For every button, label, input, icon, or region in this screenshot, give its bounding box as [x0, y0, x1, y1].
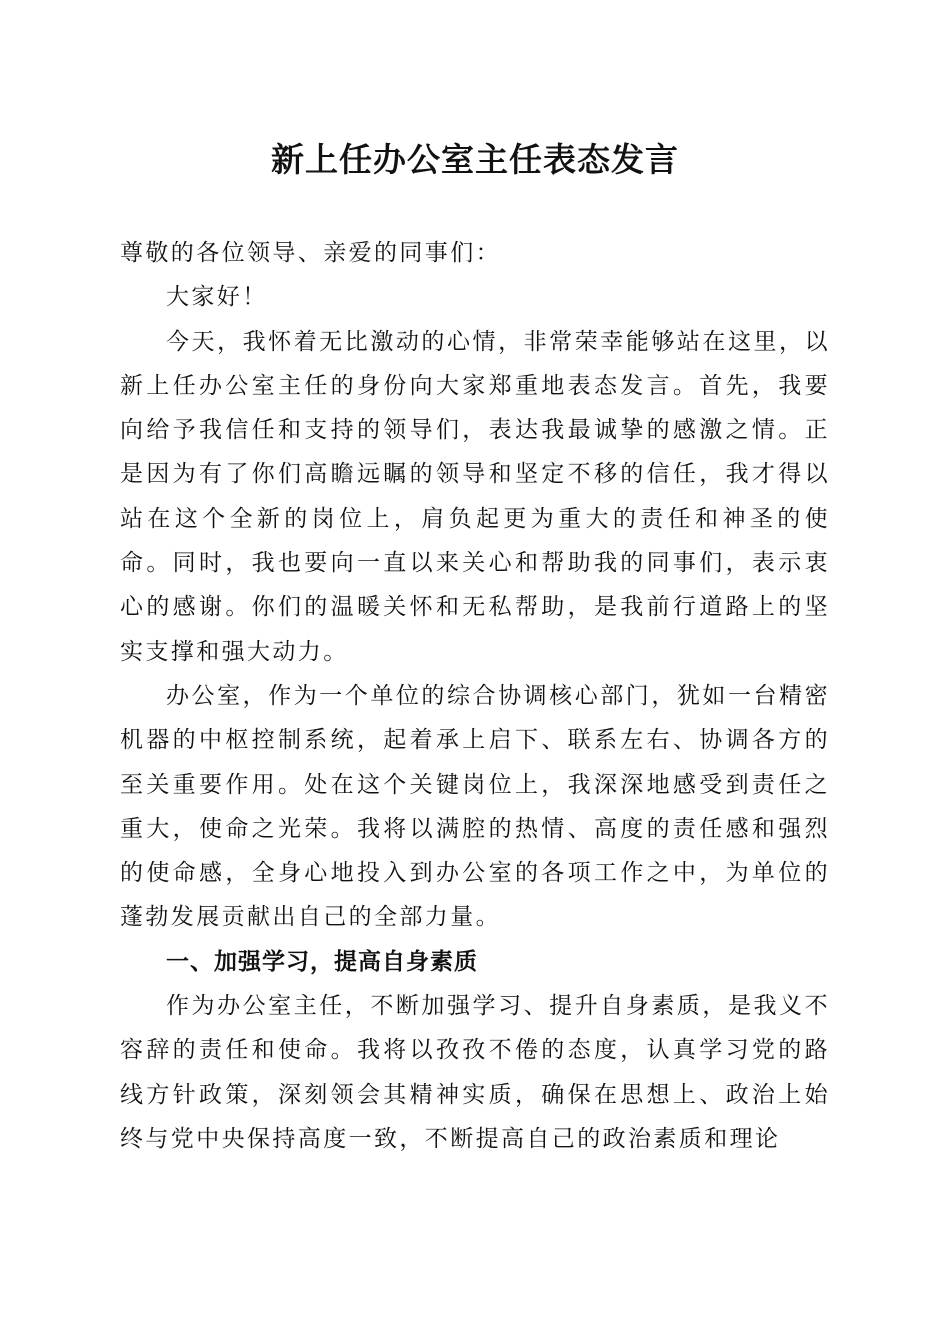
document-title: 新上任办公室主任表态发言	[271, 140, 679, 179]
salutation: 尊敬的各位领导、亲爱的同事们：	[120, 240, 501, 266]
body-paragraph: 今天，我怀着无比激动的心情，非常荣幸能够站在这里，以新上任办公室主任的身份向大家郑重地表态发言。首先，我要向给予我信任和支持的领导们，表达我最诚挚的感激之情。正是因为有了你们高瞻远瞩的领导和坚定不移的信任，我才得以站在这个全新的岗位上，肩负起更为重大的责任和神圣的使命。同时，我也要向一直以来关心和帮助我的同事们，表示衷心的感谢。你们的温暖关怀和无私帮助，是我前行道路上的坚实支撑和强大动力。	[120, 328, 830, 665]
section-paragraph: 作为办公室主任，不断加强学习、提升自身素质，是我义不容辞的责任和使命。我将以孜孜不倦的态度，认真学习党的路线方针政策，深刻领会其精神实质，确保在思想上、政治上始终与党中央保持高度一致，不断提高自己的政治素质和理论	[120, 993, 830, 1152]
body-paragraph: 办公室，作为一个单位的综合协调核心部门，犹如一台精密机器的中枢控制系统，起着承上启下、联系左右、协调各方的至关重要作用。处在这个关键岗位上，我深深地感受到责任之重大，使命之光荣。我将以满腔的热情、高度的责任感和强烈的使命感，全身心地投入到办公室的各项工作之中，为单位的蓬勃发展贡献出自己的全部力量。	[120, 682, 830, 931]
section-heading: 一、加强学习，提高自身素质	[166, 948, 478, 975]
greeting: 大家好！	[166, 284, 268, 311]
document-body	[120, 231, 830, 1161]
